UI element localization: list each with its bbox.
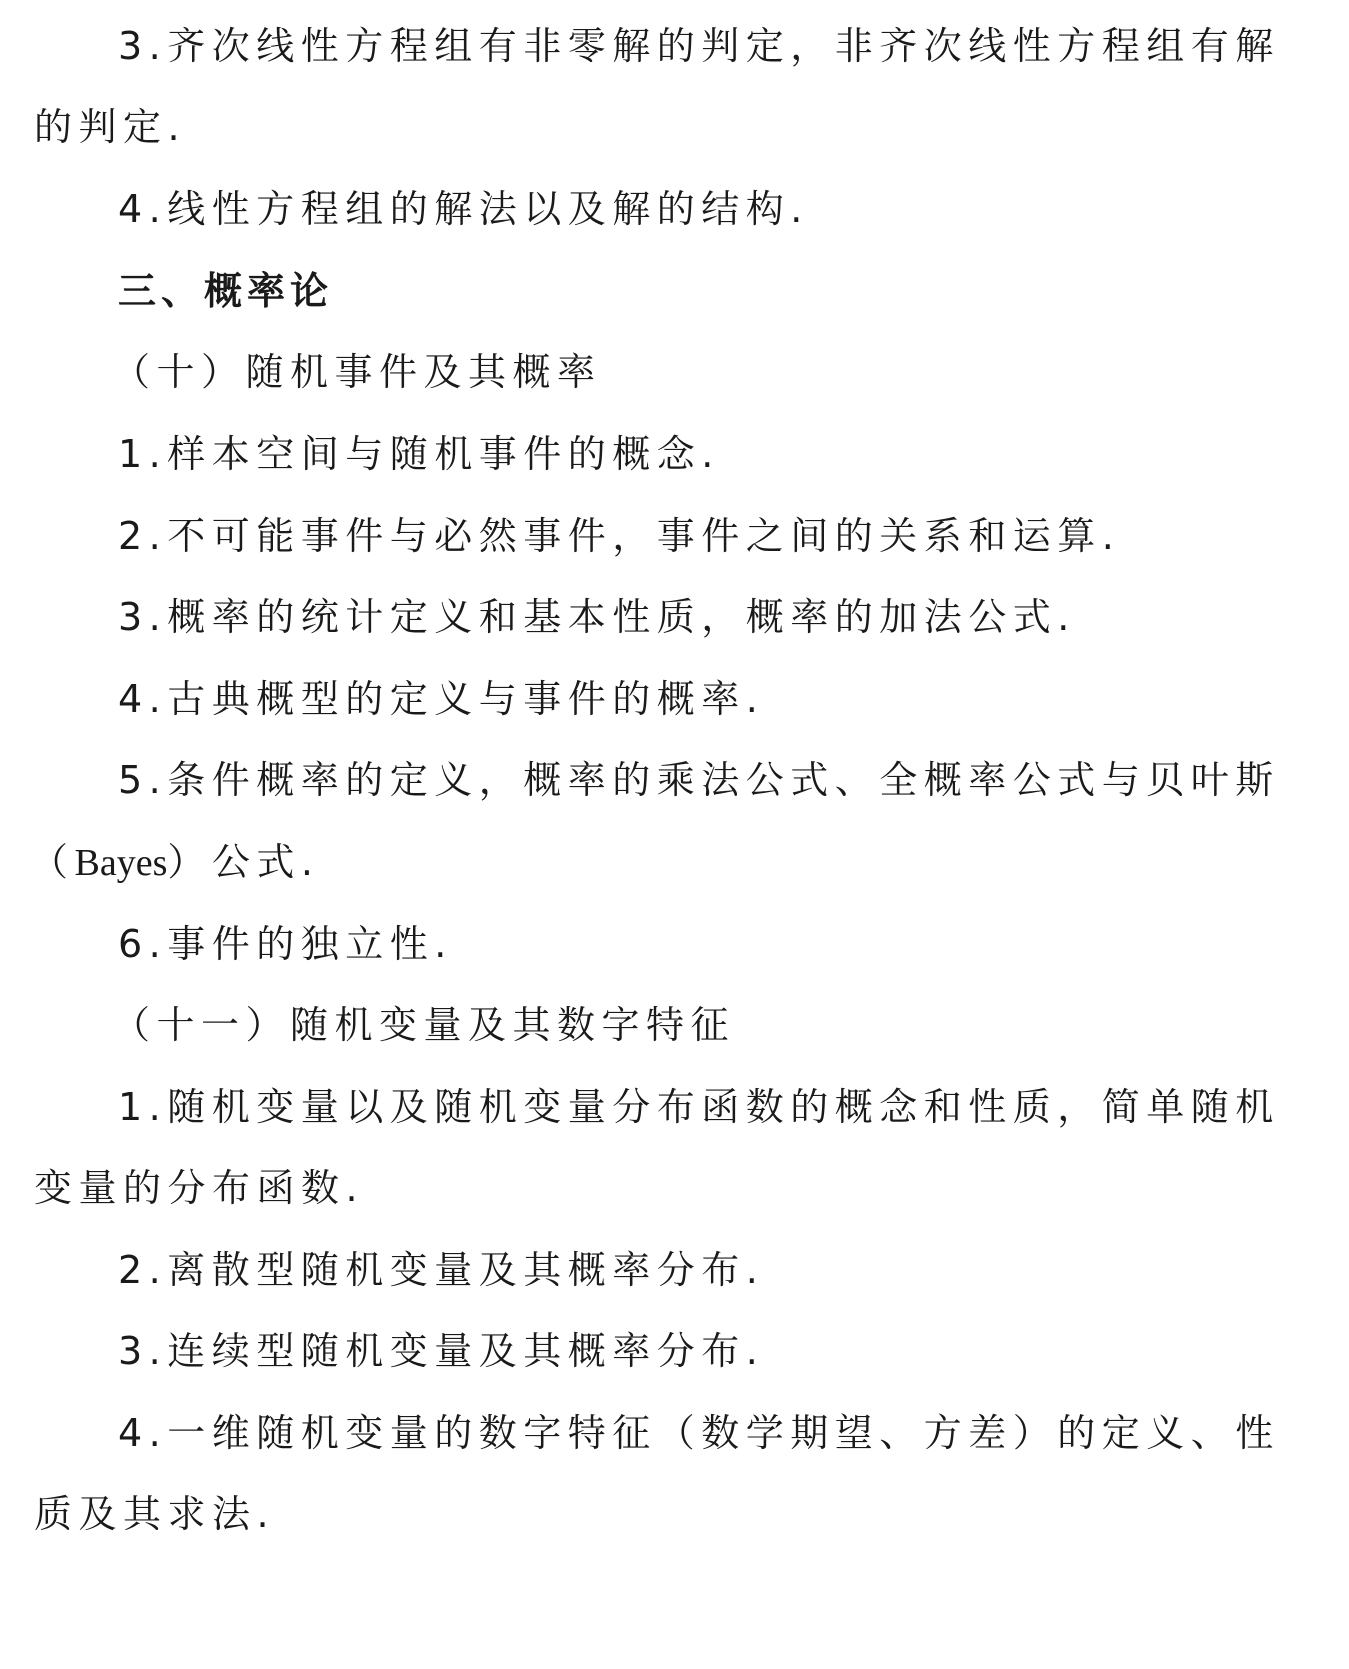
text-line-distribution-function-cont: 变量的分布函数. [34, 1166, 365, 1210]
bayes-close-text: ）公式. [167, 840, 320, 884]
text-line-probability-properties: 3.概率的统计定义和基本性质，概率的加法公式. [118, 595, 1076, 639]
text-line-continuous-variables: 3.连续型随机变量及其概率分布. [118, 1329, 765, 1373]
text-line-event-relations: 2.不可能事件与必然事件，事件之间的关系和运算. [118, 514, 1121, 558]
subsection-heading-random-variables: （十一）随机变量及其数字特征 [112, 1003, 736, 1047]
text-line-sample-space: 1.样本空间与随机事件的概念. [118, 432, 720, 476]
text-line-discrete-variables: 2.离散型随机变量及其概率分布. [118, 1248, 765, 1292]
text-line-bayes-formula [30, 838, 319, 887]
text-line-independence: 6.事件的独立性. [118, 922, 453, 966]
text-line-linear-system-criteria: 3.齐次线性方程组有非零解的判定，非齐次线性方程组有解 [118, 24, 1280, 68]
bayes-open-paren: （ [30, 840, 75, 884]
text-line-numerical-characteristics-cont: 质及其求法. [34, 1492, 276, 1536]
subsection-heading-random-events: （十）随机事件及其概率 [112, 350, 602, 394]
section-heading-probability: 三、概率论 [118, 269, 334, 313]
text-line-distribution-function: 1.随机变量以及随机变量分布函数的概念和性质，简单随机 [118, 1085, 1280, 1129]
bayes-word: Bayes [74, 842, 168, 884]
text-line-linear-system-criteria-cont: 的判定. [34, 105, 187, 149]
text-line-solution-structure: 4.线性方程组的解法以及解的结构. [118, 187, 809, 231]
text-line-numerical-characteristics: 4.一维随机变量的数字特征（数学期望、方差）的定义、性 [118, 1411, 1280, 1455]
text-line-conditional-probability: 5.条件概率的定义，概率的乘法公式、全概率公式与贝叶斯 [118, 758, 1280, 802]
text-line-classical-model: 4.古典概型的定义与事件的概率. [118, 677, 765, 721]
